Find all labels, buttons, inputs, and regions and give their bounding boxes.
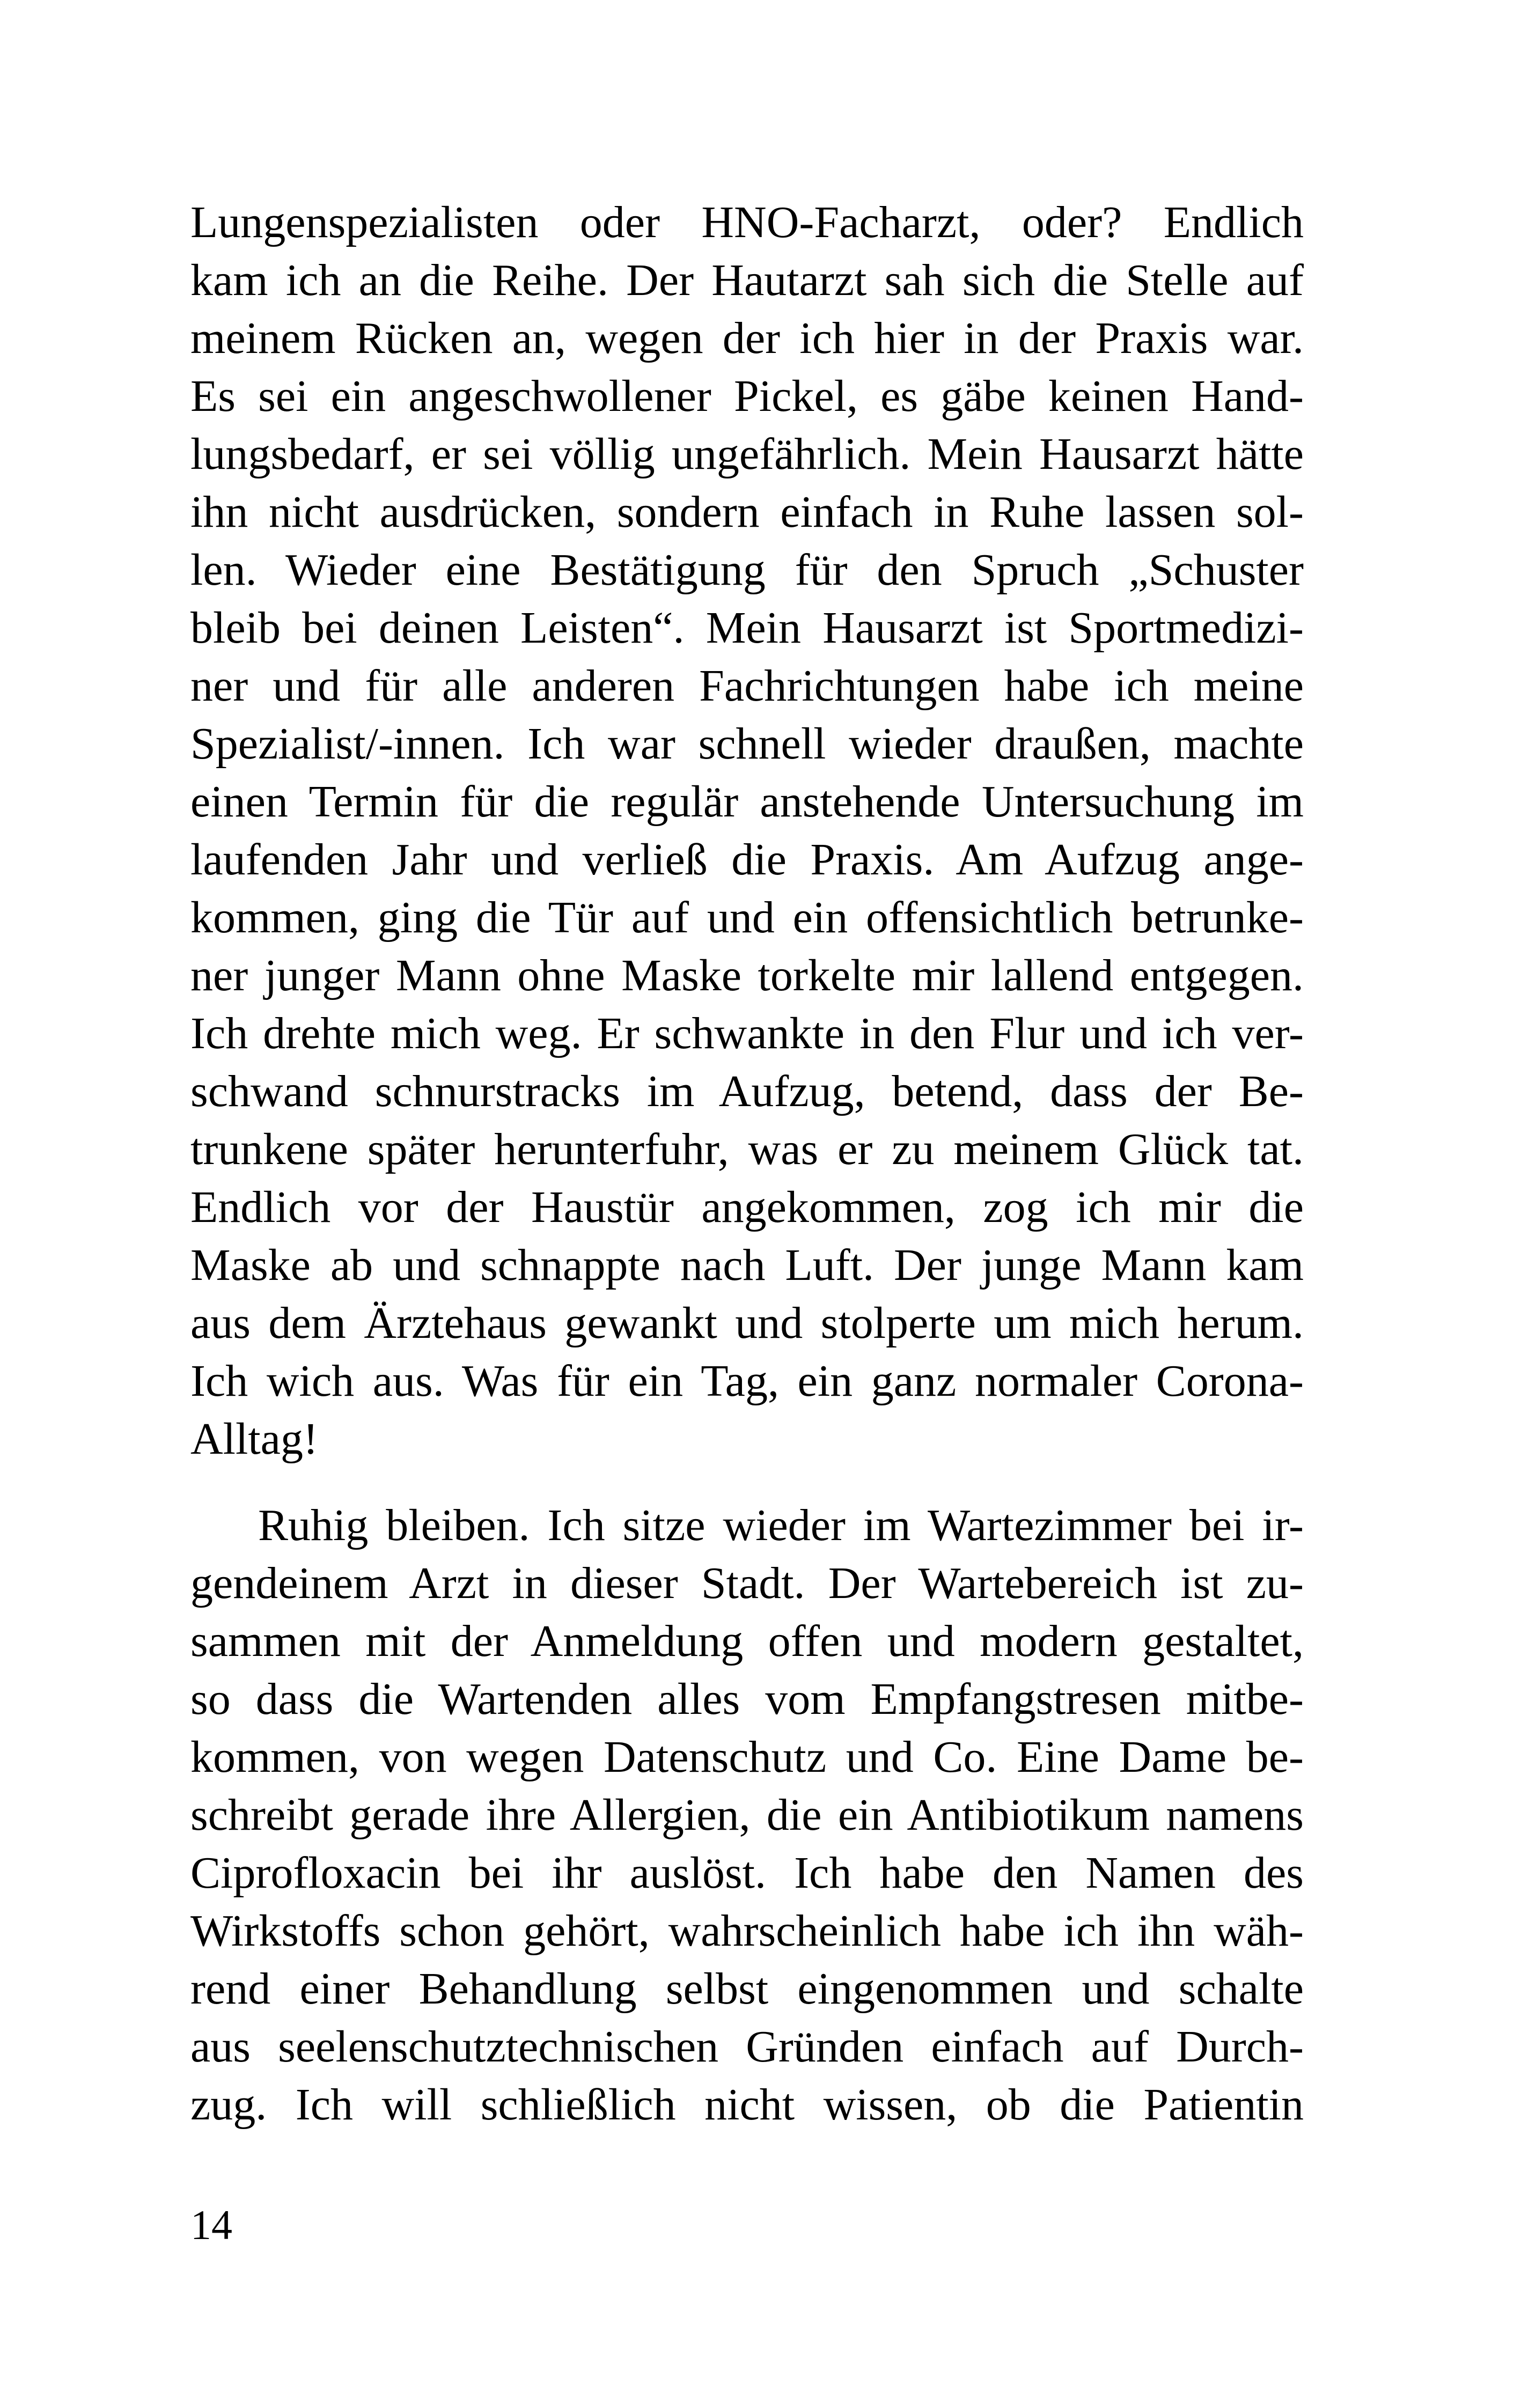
text-line: sammen mit der Anmeldung offen und modern gestaltet, [190, 1616, 1304, 1666]
text-line: kam ich an die Reihe. Der Hautarzt sah sich die Stelle auf [190, 255, 1304, 305]
text-line: ner und für alle anderen Fachrichtungen habe ich meine [190, 661, 1304, 711]
text-line: Ciprofloxacin bei ihr auslöst. Ich habe den Namen des [190, 1848, 1304, 1898]
text-line: Wirkstoffs schon gehört, wahrscheinlich habe ich ihn wäh- [190, 1906, 1304, 1956]
text-line: ner junger Mann ohne Maske torkelte mir lallend entgegen. [190, 951, 1304, 1000]
text-line: kommen, von wegen Datenschutz und Co. Eine Dame be- [190, 1732, 1304, 1782]
page-number: 14 [190, 2201, 232, 2248]
text-line: Alltag! [190, 1414, 318, 1464]
text-line: laufenden Jahr und verließ die Praxis. Am Aufzug ange- [190, 835, 1304, 885]
text-line: kommen, ging die Tür auf und ein offensichtlich betrunke- [190, 893, 1304, 942]
text-line: schreibt gerade ihre Allergien, die ein Antibiotikum namens [190, 1790, 1304, 1840]
text-line: trunkene später herunterfuhr, was er zu meinem Glück tat. [190, 1124, 1304, 1174]
text-line: lungsbedarf, er sei völlig ungefährlich. Mein Hausarzt hätte [190, 429, 1304, 479]
paragraph [190, 1497, 1304, 2134]
text-line: gendeinem Arzt in dieser Stadt. Der Wartebereich ist zu- [190, 1558, 1304, 1608]
text-line: Maske ab und schnappte nach Luft. Der junge Mann kam [190, 1240, 1304, 1290]
text-line: so dass die Wartenden alles vom Empfangstresen mitbe- [190, 1674, 1304, 1724]
text-line: aus seelenschutztechnischen Gründen einfach auf Durch- [190, 2022, 1304, 2072]
text-line: Ich wich aus. Was für ein Tag, ein ganz normaler Corona- [190, 1356, 1304, 1406]
text-line: Lungenspezialisten oder HNO-Facharzt, oder? Endlich [190, 197, 1304, 247]
text-line: Endlich vor der Haustür angekommen, zog ich mir die [190, 1182, 1304, 1232]
text-line: bleib bei deinen Leisten“. Mein Hausarzt ist Sportmedizi- [190, 603, 1304, 653]
text-line: Ruhig bleiben. Ich sitze wieder im Wartezimmer bei ir- [258, 1500, 1304, 1550]
text-line: schwand schnurstracks im Aufzug, betend, dass der Be- [190, 1066, 1304, 1116]
text-line: einen Termin für die regulär anstehende Untersuchung im [190, 777, 1304, 827]
text-line: meinem Rücken an, wegen der ich hier in der Praxis war. [190, 313, 1304, 363]
text-line: len. Wieder eine Bestätigung für den Spruch „Schuster [190, 545, 1304, 595]
text-line: Ich drehte mich weg. Er schwankte in den Flur und ich ver- [190, 1008, 1304, 1058]
text-block [190, 194, 1304, 2134]
paragraph [190, 194, 1304, 1468]
text-line: Es sei ein angeschwollener Pickel, es gäbe keinen Hand- [190, 371, 1304, 421]
text-line: rend einer Behandlung selbst eingenommen und schalte [190, 1964, 1304, 2014]
text-line: Spezialist/-innen. Ich war schnell wieder draußen, machte [190, 719, 1304, 769]
text-line: zug. Ich will schließlich nicht wissen, ob die Patientin [190, 2080, 1304, 2130]
text-line: ihn nicht ausdrücken, sondern einfach in Ruhe lassen sol- [190, 487, 1304, 537]
text-line: aus dem Ärztehaus gewankt und stolperte um mich herum. [190, 1298, 1304, 1348]
